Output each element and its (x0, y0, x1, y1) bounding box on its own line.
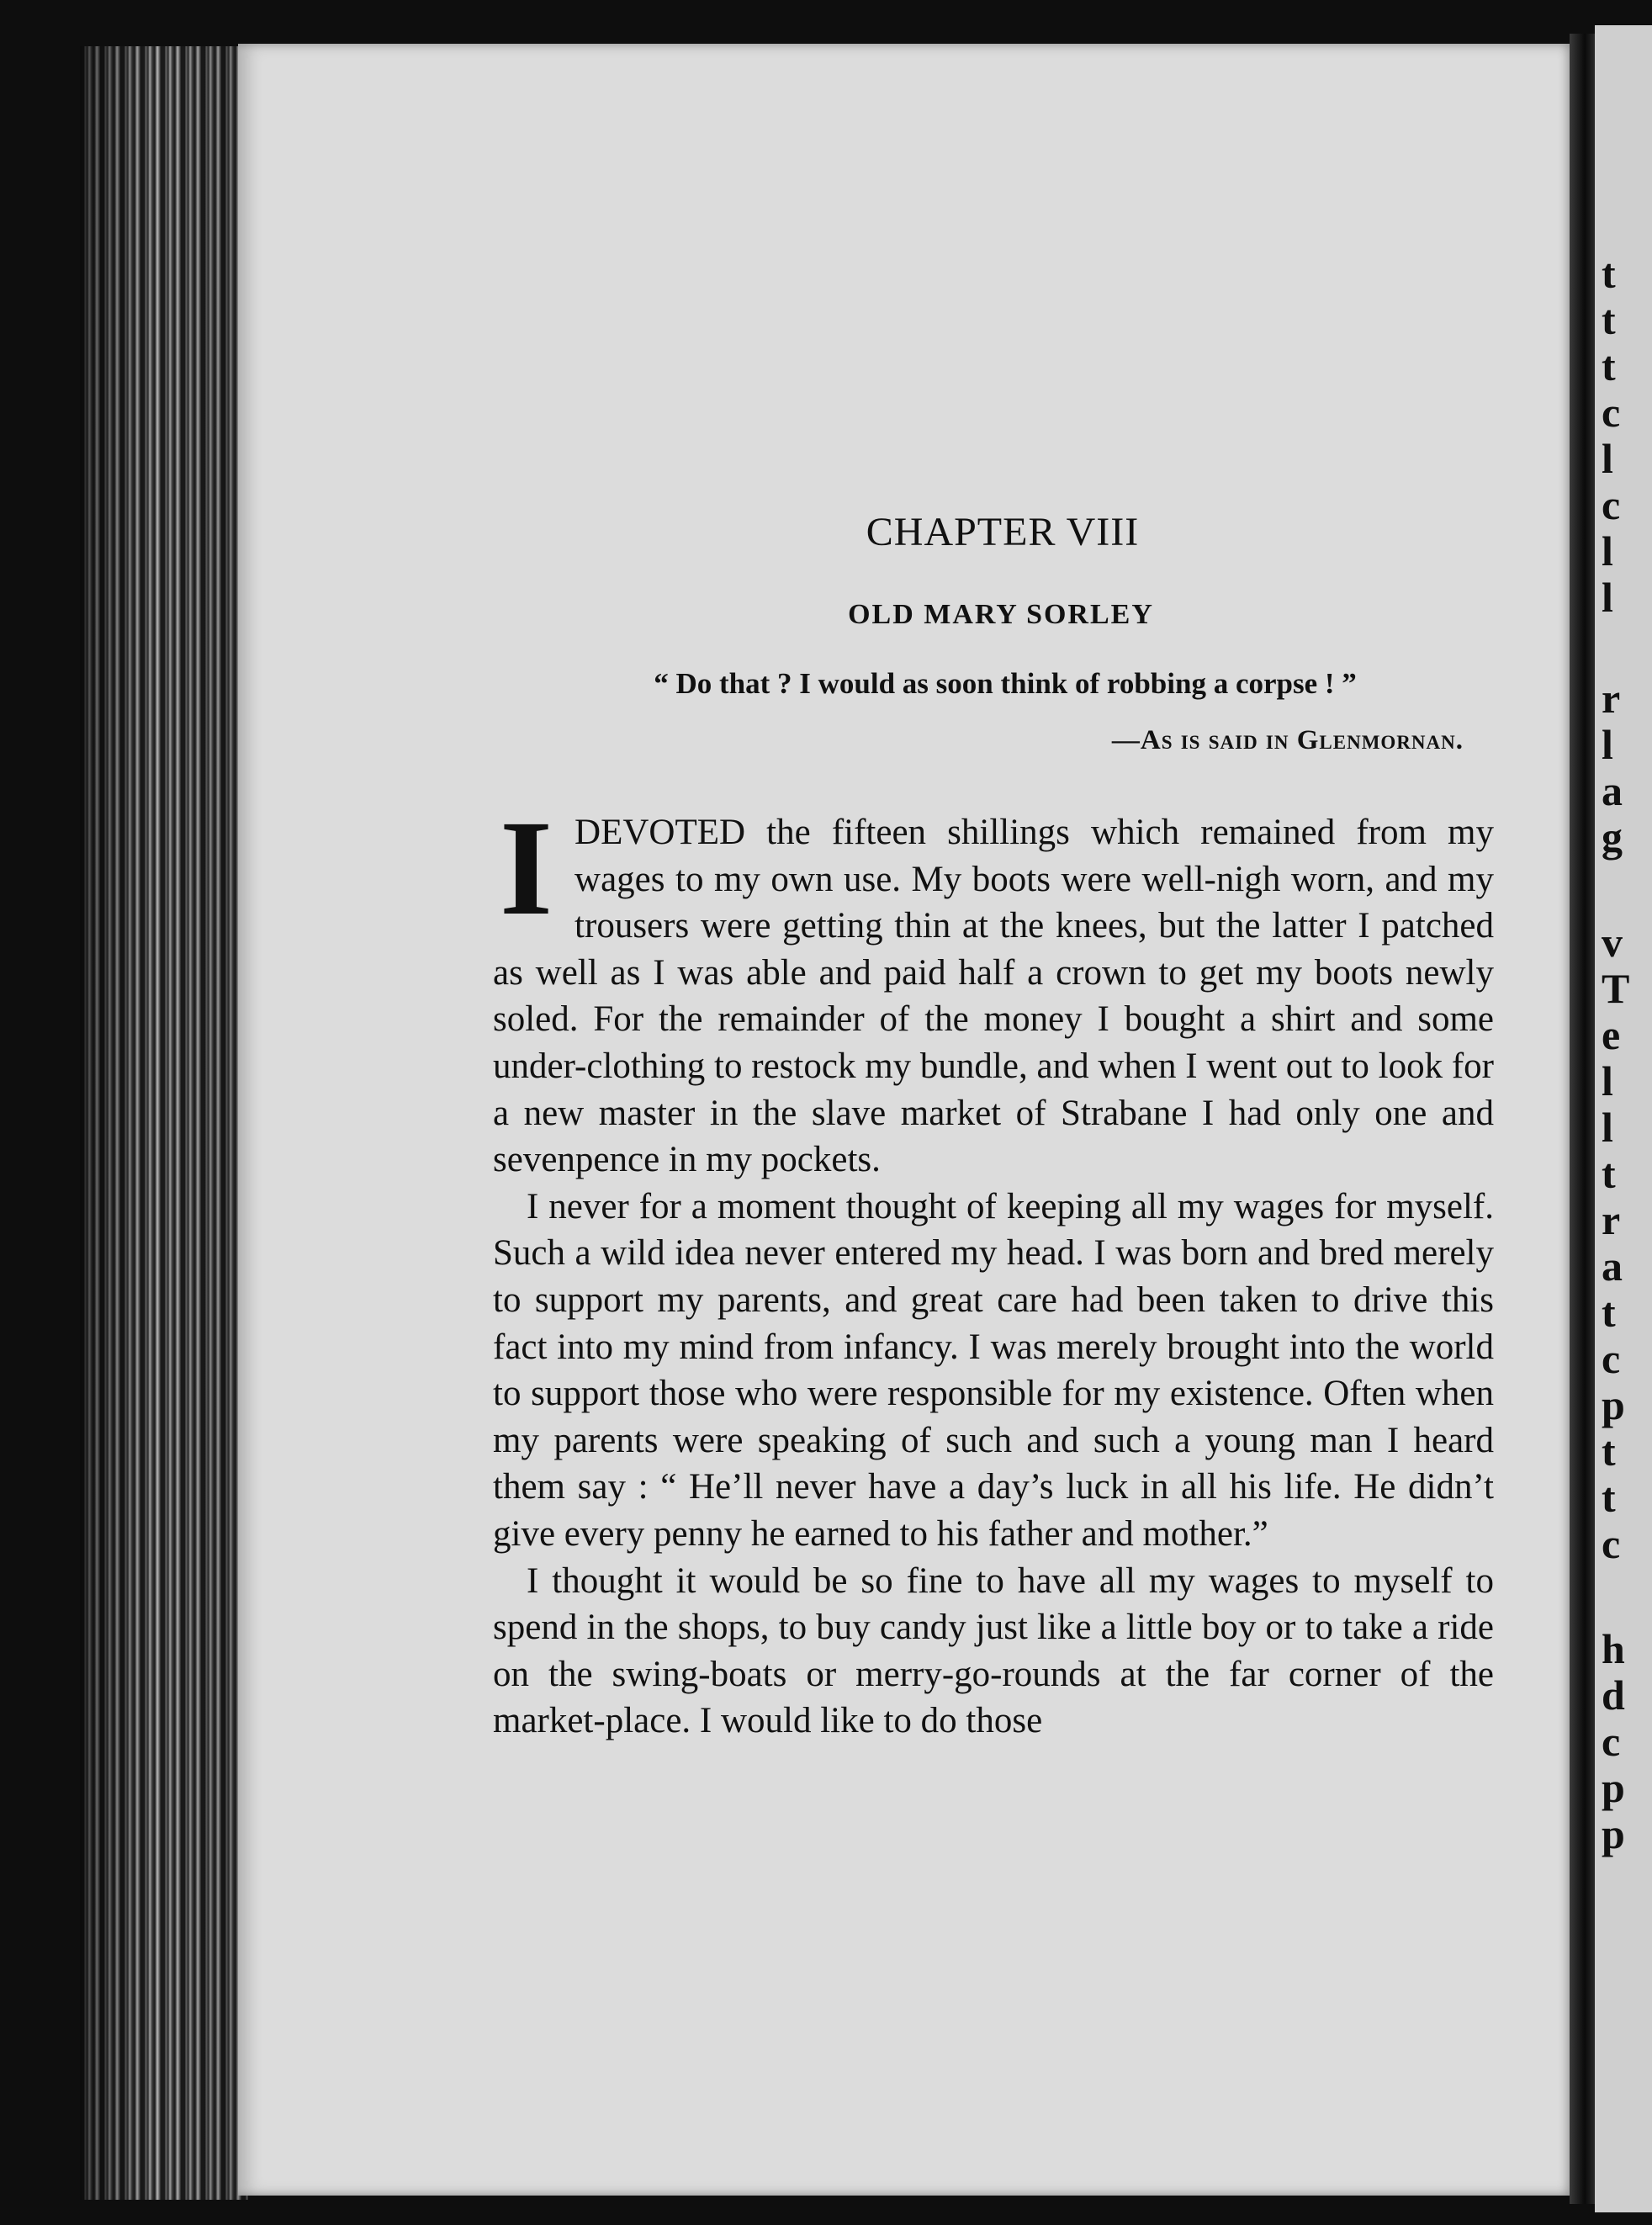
facing-page-glyph: p (1602, 1764, 1625, 1811)
paragraph-2: I never for a moment thought of keeping all my wages for myself. Such a wild idea never entered my head. I was born and bred merely to support my parents, and great care had been taken to drive this fact into my mind from infancy. I was merely brought into the world to support those who were responsible for my existence. Often when my parents were speaking of such and such a young man I heard them say : “ He’ll never have a day’s luck in all his life. He didn’t give every penny he earned to his father and mother.” (493, 1186, 1494, 1554)
facing-page-glyph: t (1602, 1474, 1616, 1521)
body-text (493, 793, 1494, 1745)
facing-page-glyph: T (1602, 965, 1630, 1012)
facing-page-glyph: t (1602, 342, 1616, 389)
facing-page-glyph: l (1602, 527, 1613, 575)
facing-page-edge (1595, 25, 1652, 2212)
facing-page-glyph: c (1602, 1335, 1621, 1382)
facing-page-glyph: l (1602, 435, 1613, 482)
facing-page-glyph: c (1602, 389, 1621, 436)
chapter-subtitle: OLD MARY SORLEY (848, 599, 1154, 630)
drop-cap: I (500, 793, 553, 944)
facing-page-glyph: g (1602, 813, 1623, 861)
facing-page-glyph: c (1602, 1520, 1621, 1567)
paragraph-1-text: DEVOTED the fifteen shillings which remained from my wages to my own use. My boots were well-nigh worn, and my trousers were getting thin at the knees, but the latter I patched as well as I was able and paid half a crown to get my boots newly soled. For the remainder of the money I bought a shirt and some under-clothing to restock my bundle, and when I went out to look for a new master in the slave market of Strabane I had only one and sevenpence in my pockets. (493, 813, 1494, 1180)
facing-page-glyph: r (1602, 675, 1621, 722)
book-gutter (1570, 34, 1595, 2204)
facing-page-glyph: v (1602, 919, 1623, 966)
facing-page-glyph: a (1602, 767, 1623, 814)
facing-page-glyph: l (1602, 1104, 1613, 1151)
epigraph-attribution: —As is said in Glenmornan. (1111, 725, 1464, 755)
facing-page-glyph: t (1602, 1289, 1616, 1336)
epigraph: “ Do that ? I would as soon think of robbing a corpse ! ” (654, 667, 1357, 700)
facing-page-glyph: d (1602, 1671, 1625, 1719)
facing-page-glyph: a (1602, 1242, 1623, 1290)
facing-page-glyph: t (1602, 250, 1616, 297)
facing-page-glyph: h (1602, 1625, 1625, 1672)
facing-page-glyph: l (1602, 721, 1613, 768)
facing-page-glyph: t (1602, 296, 1616, 343)
facing-page-glyph: c (1602, 481, 1621, 528)
chapter-title: CHAPTER VIII (866, 510, 1140, 554)
facing-page-glyph: p (1602, 1381, 1625, 1428)
facing-page-glyph: e (1602, 1011, 1621, 1058)
facing-page-glyph: r (1602, 1196, 1621, 1243)
facing-page-glyph: l (1602, 574, 1613, 621)
facing-page-glyph: c (1602, 1718, 1621, 1765)
facing-page-glyph: l (1602, 1057, 1613, 1105)
binding-shadow (80, 46, 248, 2200)
facing-page-glyph: t (1602, 1150, 1616, 1197)
paragraph-1 (493, 793, 1494, 1184)
paragraph-3: I thought it would be so fine to have all my wages to myself to spend in the shops, to buy candy just like a little boy or to take a ride on the swing-boats or merry-go-rounds at the far corner of the market-place. I would like to do those (493, 1560, 1494, 1741)
facing-page-glyph: t (1602, 1428, 1616, 1475)
facing-page-glyph: p (1602, 1810, 1625, 1857)
